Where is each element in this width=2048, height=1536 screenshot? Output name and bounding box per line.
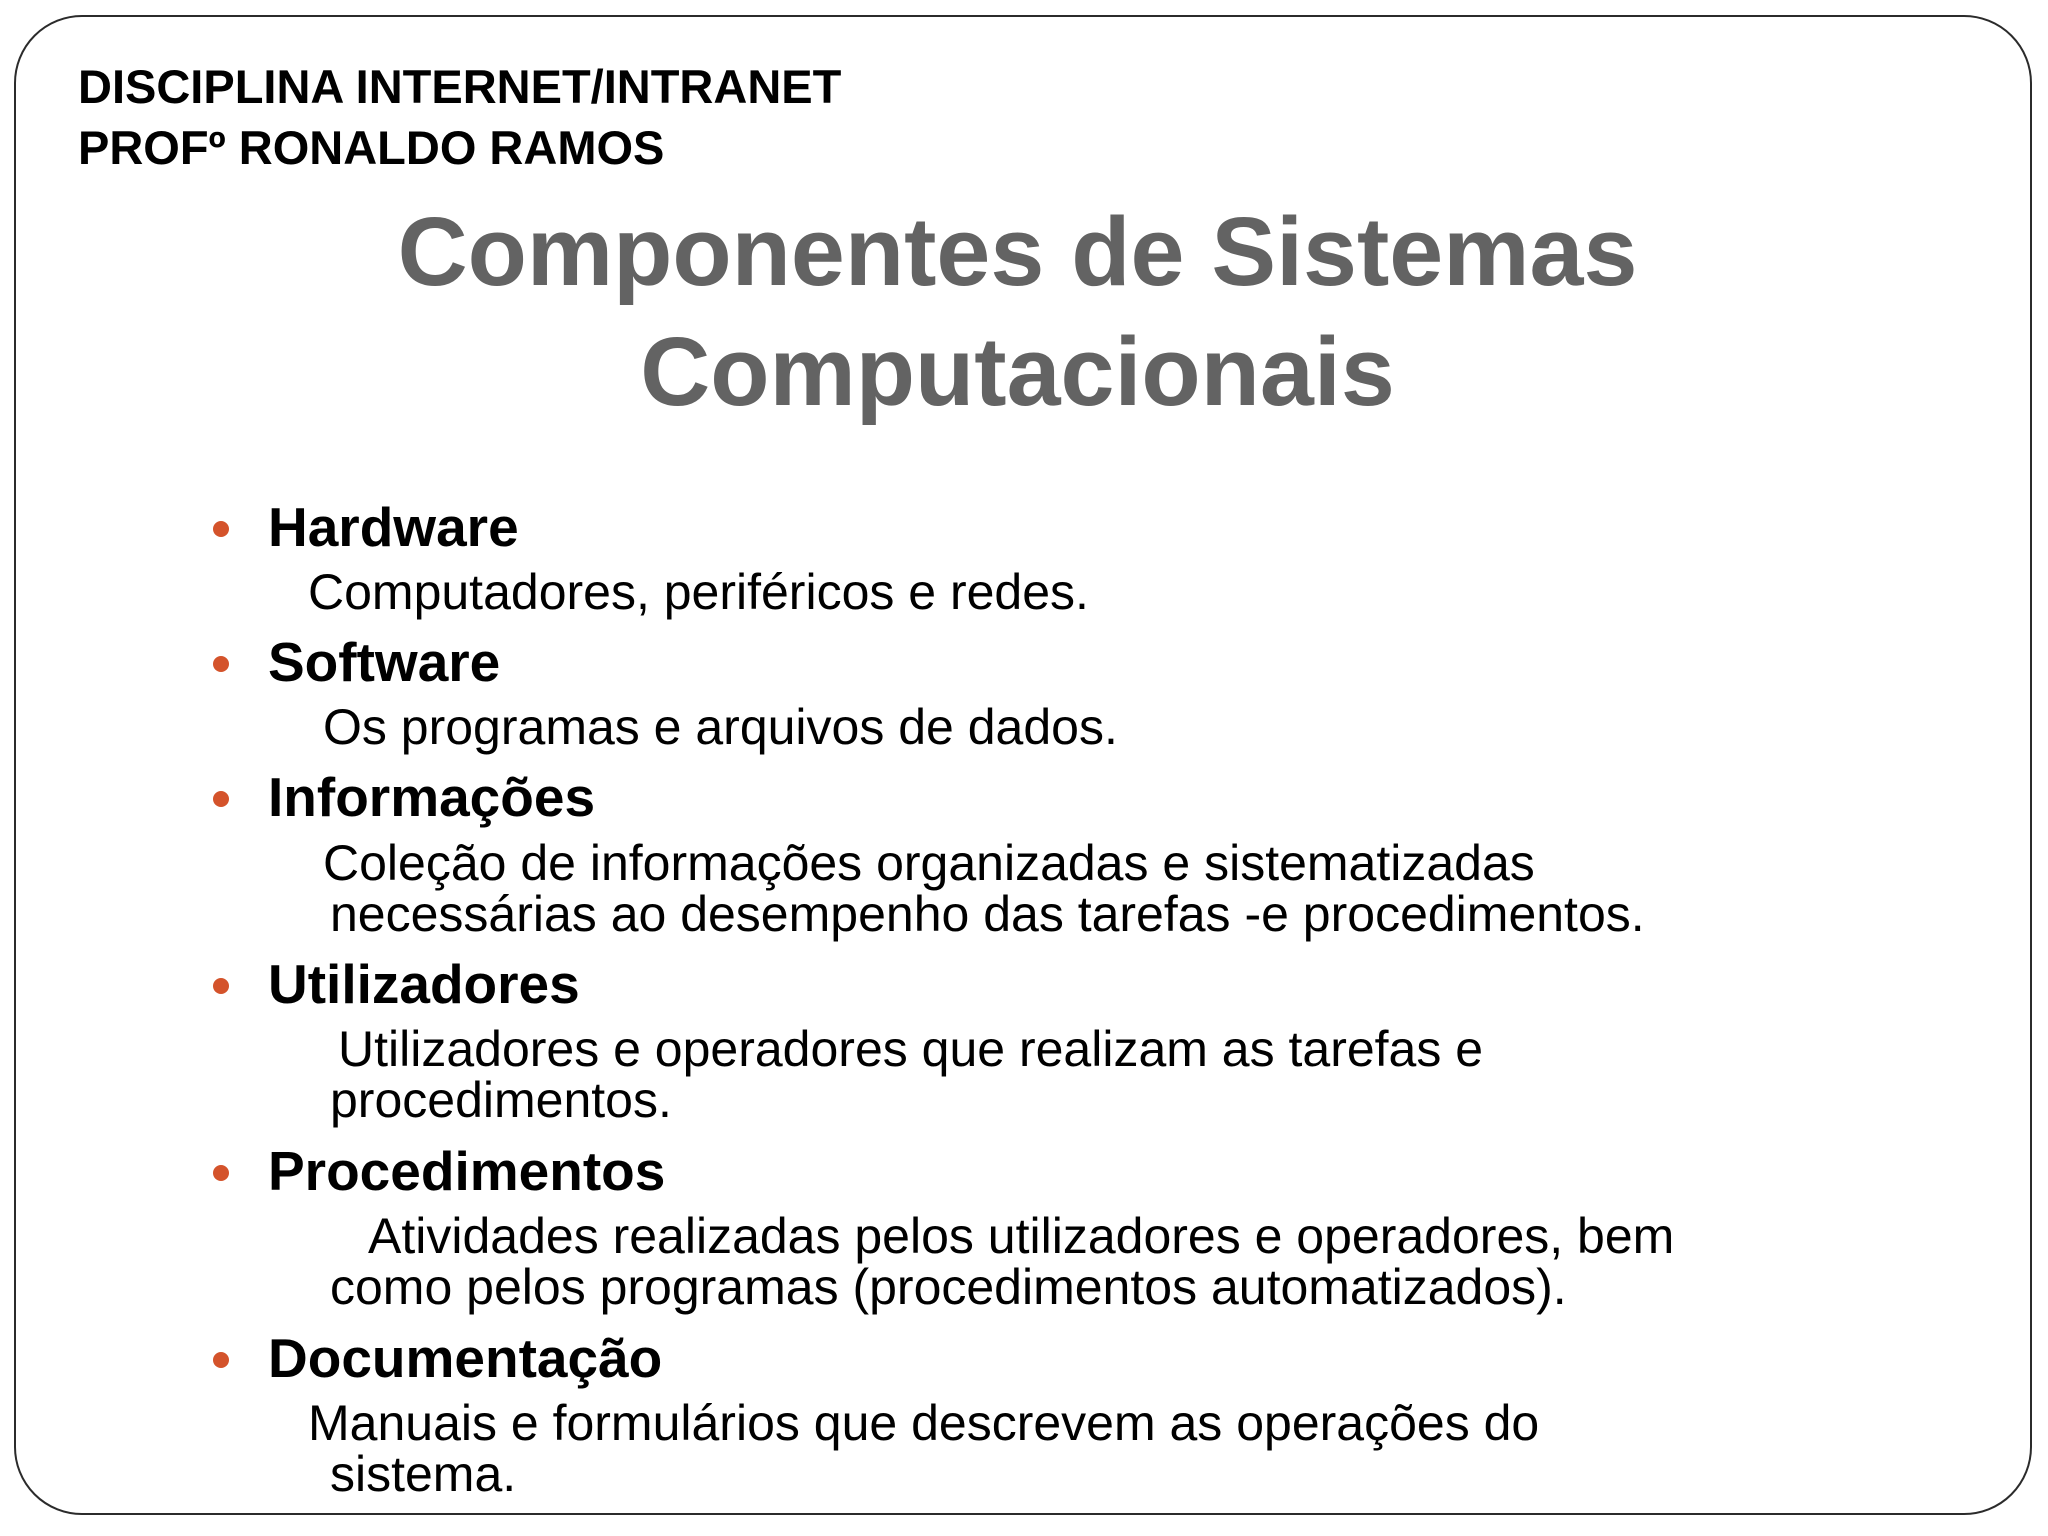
item-desc-informacoes-line-1: Coleção de informações organizadas e sistematizadas <box>323 835 1535 891</box>
bullet-dot-icon <box>213 521 229 537</box>
bullet-dot-icon <box>213 1165 229 1181</box>
bullet-dot-icon <box>213 978 229 994</box>
bullet-dot-icon <box>213 1352 229 1368</box>
item-heading-procedimentos: Procedimentos <box>268 1140 666 1202</box>
item-desc-utilizadores-line-1: Utilizadores e operadores que realizam as tarefas e <box>338 1021 1484 1077</box>
slide-title-line-2: Computacionais <box>640 317 1395 426</box>
item-desc-software-line-1: Os programas e arquivos de dados. <box>323 699 1118 755</box>
item-desc-informacoes-line-2: necessárias ao desempenho das tarefas -e procedimentos. <box>330 886 1645 942</box>
bullet-dot-icon <box>213 791 229 807</box>
bullet-dot-icon <box>213 656 229 672</box>
item-desc-hardware-line-1: Computadores, periféricos e redes. <box>308 564 1089 620</box>
item-heading-utilizadores: Utilizadores <box>268 953 580 1015</box>
course-name: DISCIPLINA INTERNET/INTRANET <box>78 60 842 113</box>
item-desc-utilizadores-line-2: procedimentos. <box>330 1072 672 1128</box>
item-heading-software: Software <box>268 631 501 693</box>
item-desc-documentacao-line-2: sistema. <box>330 1446 517 1502</box>
item-heading-informacoes: Informações <box>268 766 596 828</box>
item-desc-procedimentos-line-1: Atividades realizadas pelos utilizadores e operadores, bem <box>368 1208 1675 1264</box>
slide-title-line-1: Componentes de Sistemas <box>397 197 1638 306</box>
item-desc-documentacao-line-1: Manuais e formulários que descrevem as operações do <box>308 1395 1540 1451</box>
item-desc-procedimentos-line-2: como pelos programas (procedimentos automatizados). <box>330 1259 1567 1315</box>
item-heading-hardware: Hardware <box>268 496 519 558</box>
professor-name: PROFº RONALDO RAMOS <box>78 121 665 174</box>
item-heading-documentacao: Documentação <box>268 1327 663 1389</box>
